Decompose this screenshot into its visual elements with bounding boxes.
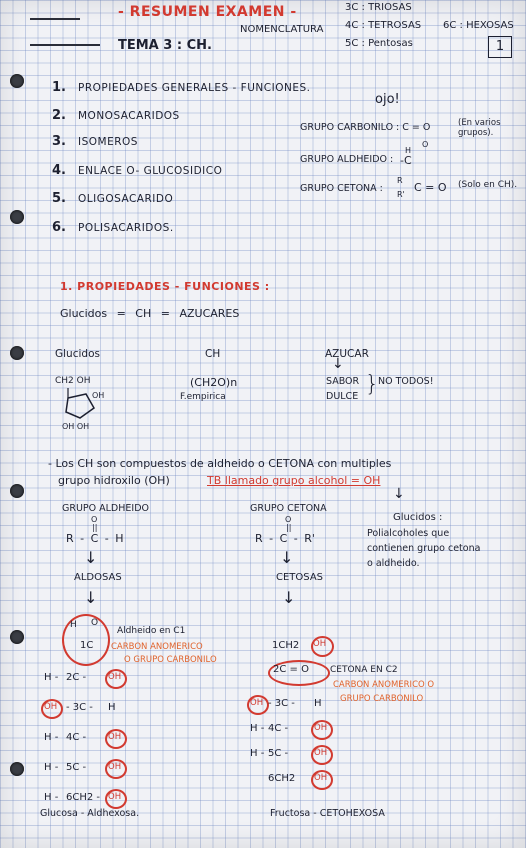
sabor-label: SABOR: [326, 376, 360, 387]
nomenclature-triosas: 3C : TRIOSAS: [345, 2, 412, 13]
carbonilo-note: (En varios grupos).: [458, 118, 501, 138]
fructosa-caption: Fructosa - CETOHEXOSA: [270, 808, 385, 819]
aldheido-formula: -C: [400, 154, 412, 167]
oh-circle: [105, 669, 127, 689]
fructosa-c1-oh: OH: [313, 639, 327, 649]
glucosa-top-h: H: [70, 620, 77, 630]
cetona-r: R: [397, 176, 403, 185]
down-arrow-icon: ↓: [280, 548, 294, 567]
oh-circle: [105, 759, 127, 779]
down-arrow-icon: ↓: [332, 356, 344, 372]
cetona-structure: R - C - R': [255, 532, 315, 545]
cetona-formula: C = O: [414, 181, 447, 194]
cetona-bond: ||: [286, 523, 292, 532]
aldheido-group: GRUPO ALDHEIDO :: [300, 154, 394, 165]
aldheido-group-title: GRUPO ALDHEIDO: [62, 503, 149, 514]
index-number: 4.: [52, 163, 66, 178]
empirical-formula: (CH2O)n: [190, 376, 238, 389]
chain-right-group: OH: [314, 773, 328, 783]
chain-left-group: H -: [44, 732, 59, 743]
paragraph-alcohol-note: TB llamado grupo alcohol = OH: [207, 474, 381, 487]
cetona-o: O: [285, 515, 292, 524]
chain-right-group: OH: [108, 792, 122, 802]
chain-right-group: OH: [108, 672, 122, 682]
chain-carbon: 6CH2: [268, 773, 296, 784]
ring-oh-right: OH: [92, 391, 105, 400]
cetona-group: GRUPO CETONA :: [300, 183, 383, 194]
chain-right-group: OH: [108, 732, 122, 742]
paragraph-line-2: grupo hidroxilo (OH): [58, 474, 170, 487]
nomenclature-label: NOMENCLATURA: [240, 24, 324, 35]
cetona-r-prime: R': [397, 190, 405, 199]
glucidos-equation: Glucidos = CH = AZUCARES: [60, 307, 240, 320]
aldosas-label: ALDOSAS: [74, 572, 122, 583]
curly-brace: }: [365, 372, 379, 397]
binder-hole: [10, 210, 24, 224]
glucosa-c1: 1C: [80, 640, 94, 651]
index-item: ENLACE O- GLUCOSIDICO: [78, 165, 223, 177]
chain-right-group: H: [108, 702, 116, 713]
nomenclature-hexosas: 6C : HEXOSAS: [443, 20, 514, 31]
dulce-label: DULCE: [326, 391, 359, 402]
chain-left-group: H -: [44, 792, 59, 803]
index-item: ISOMEROS: [78, 136, 138, 148]
binder-hole: [10, 74, 24, 88]
chain-carbon: - 3C -: [66, 702, 93, 713]
chain-left-group: H -: [250, 748, 265, 759]
glucosa-anomeric-note: CARBON ANOMERICO: [111, 642, 203, 652]
binder-hole: [10, 484, 24, 498]
ojo-note: ojo!: [375, 92, 400, 107]
summary-title: - RESUMEN EXAMEN -: [118, 4, 297, 20]
chain-right-group: OH: [314, 723, 328, 733]
aldheido-o: O: [422, 140, 429, 149]
oh-circle: [105, 789, 127, 809]
cetosas-label: CETOSAS: [276, 572, 324, 583]
oh-circle: [105, 729, 127, 749]
fructosa-c2: 2C = O: [273, 664, 309, 675]
glucidos-definition-line: Polialcoholes que: [367, 528, 450, 539]
header-rule: [30, 44, 100, 46]
chain-carbon: 4C -: [66, 732, 87, 743]
glucosa-anomeric-note: O GRUPO CARBONILO: [124, 655, 217, 665]
down-arrow-icon: ↓: [84, 588, 98, 607]
down-arrow-icon: ↓: [84, 548, 98, 567]
fructosa-anomeric-note: GRUPO CARBONILO: [340, 694, 424, 704]
binder-hole: [10, 630, 24, 644]
glucidos-definition-line: contienen grupo cetona: [367, 543, 481, 554]
glucosa-top-o: O: [91, 618, 99, 628]
section-heading: 1. PROPIEDADES - FUNCIONES :: [60, 280, 270, 293]
down-arrow-icon: ↓: [282, 588, 296, 607]
glucidos-definition-label: Glucidos :: [393, 512, 443, 523]
oh-circle: [311, 720, 333, 740]
header-rule: [30, 18, 80, 20]
index-number: 1.: [52, 80, 66, 95]
oh-circle: [311, 745, 333, 765]
ch-label: CH: [205, 348, 221, 360]
glucidos-label: Glucidos: [55, 348, 100, 360]
oh-circle: [41, 699, 63, 719]
azucar-label: AZUCAR: [325, 348, 369, 360]
index-item: MONOSACARIDOS: [78, 110, 180, 122]
chain-carbon: 4C -: [268, 723, 289, 734]
carbonilo-group: GRUPO CARBONILO : C = O: [300, 122, 431, 133]
chain-carbon: 5C -: [66, 762, 87, 773]
binder-hole: [10, 346, 24, 360]
chain-right-group: H: [314, 698, 322, 709]
chain-left-group: H -: [250, 723, 265, 734]
fructosa-c1: 1CH2: [272, 640, 300, 651]
index-item: POLISACARIDOS.: [78, 222, 174, 234]
no-todos-note: NO TODOS!: [378, 376, 434, 387]
paragraph-line-1: - Los CH son compuestos de aldheido o CETONA con multiples: [48, 457, 392, 470]
nomenclature-pentosas: 5C : Pentosas: [345, 38, 413, 49]
chain-carbon: 5C -: [268, 748, 289, 759]
nomenclature-tetrosas: 4C : TETROSAS: [345, 20, 422, 31]
chain-left-group: H -: [44, 762, 59, 773]
chain-carbon: 6CH2 -: [66, 792, 101, 803]
aldheido-structure: R - C - H: [66, 532, 124, 545]
index-number: 5.: [52, 191, 66, 206]
chain-left-group: OH: [44, 702, 58, 712]
binder-hole: [10, 762, 24, 776]
cetona-note: (Solo en CH).: [458, 180, 518, 190]
cetona-group-title: GRUPO CETONA: [250, 503, 327, 514]
aldheido-h: H: [405, 146, 412, 155]
aldheido-bond: ||: [92, 523, 98, 532]
aldheido-o: O: [91, 515, 98, 524]
oh-circle: [311, 770, 333, 790]
chain-right-group: OH: [108, 762, 122, 772]
ring-oh-bottom: OH OH: [62, 422, 90, 431]
index-item: OLIGOSACARIDO: [78, 193, 174, 205]
index-number: 3.: [52, 134, 66, 149]
index-number: 6.: [52, 220, 66, 235]
page-number-box: 1: [488, 36, 512, 58]
chain-carbon: 2C -: [66, 672, 87, 683]
ch2oh-label: CH2 OH: [55, 376, 91, 386]
chain-right-group: OH: [314, 748, 328, 758]
chain-left-group: H -: [44, 672, 59, 683]
glucosa-caption: Glucosa - Aldhexosa.: [40, 808, 140, 819]
empirical-formula-label: F.empirica: [180, 392, 226, 402]
chain-carbon: - 3C -: [268, 698, 295, 709]
oh-circle: [247, 695, 269, 715]
index-number: 2.: [52, 108, 66, 123]
down-arrow-icon: ↓: [393, 486, 405, 502]
fructosa-anomeric-note: CARBON ANOMERICO O: [333, 680, 435, 690]
topic-title: TEMA 3 : CH.: [118, 38, 212, 53]
chain-left-group: OH: [250, 698, 264, 708]
fructosa-note: CETONA EN C2: [330, 665, 398, 675]
glucosa-note: Aldheido en C1: [117, 626, 186, 636]
glucidos-definition-line: o aldheido.: [367, 558, 420, 569]
index-item: PROPIEDADES GENERALES - FUNCIONES.: [78, 82, 311, 94]
